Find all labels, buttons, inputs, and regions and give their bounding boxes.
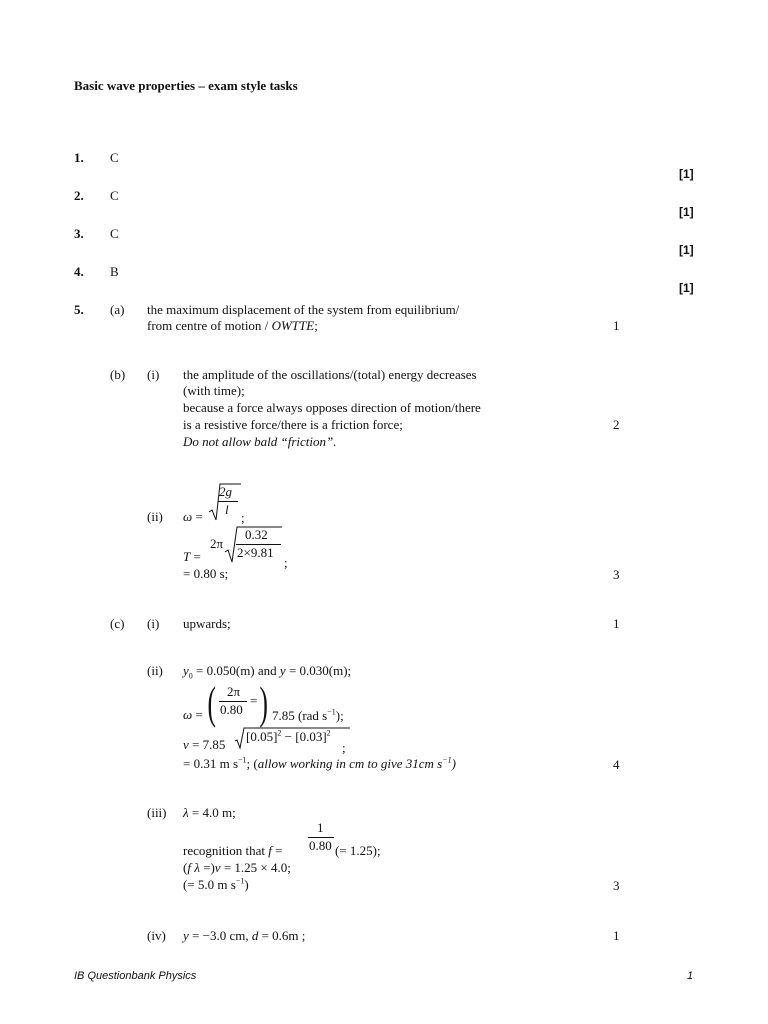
- result: = 0.80 s;: [183, 566, 229, 581]
- marking-note: Do not allow bald “friction”.: [183, 434, 337, 449]
- fraction-numerator: 0.32: [245, 527, 268, 542]
- question-number: 4.: [74, 264, 84, 279]
- mark: 1: [613, 928, 620, 943]
- mark: [1]: [679, 281, 694, 295]
- fraction-denominator: 0.80: [220, 702, 243, 717]
- answer: C: [110, 150, 119, 165]
- mark: [1]: [679, 205, 694, 219]
- equation-omega: ω =: [183, 707, 203, 722]
- answer-line: the amplitude of the oscillations/(total) energy decreases: [183, 367, 477, 382]
- part-label: (a): [110, 302, 125, 317]
- radicand: $[0.05]^2 - [0.03]^2$: [246, 728, 331, 744]
- answer-line: y = −3.0 cm, d = 0.6m ;: [183, 928, 306, 943]
- equation-omega: ω =: [183, 509, 203, 524]
- semicolon: ;: [284, 555, 288, 570]
- page-title: Basic wave properties – exam style tasks: [74, 78, 298, 93]
- mark: 2: [613, 417, 620, 432]
- fraction-numerator: 2g: [219, 484, 232, 499]
- right-bracket: ): [259, 677, 268, 728]
- two-pi: 2π: [227, 684, 241, 699]
- mark: [1]: [679, 243, 694, 257]
- two-pi: 2π: [210, 536, 224, 551]
- mark: 1: [613, 616, 620, 631]
- answer-line: upwards;: [183, 616, 231, 631]
- answer-line: recognition that f =: [183, 843, 283, 858]
- semicolon: ;: [241, 510, 245, 525]
- mark: 3: [613, 878, 620, 893]
- question-number: 1.: [74, 150, 84, 165]
- answer-line: λ = 4.0 m;: [183, 805, 236, 820]
- answer-line: (with time);: [183, 383, 245, 398]
- answer-line: from centre of motion / OWTTE;: [147, 318, 318, 333]
- subpart-label: (ii): [147, 509, 163, 524]
- answer: C: [110, 188, 119, 203]
- answer-line: the maximum displacement of the system from equilibrium/: [147, 302, 460, 317]
- equation-period: T =: [183, 549, 201, 564]
- fraction-denominator: l: [225, 502, 229, 517]
- fraction-denominator: 0.80: [309, 838, 332, 853]
- answer: B: [110, 264, 119, 279]
- subpart-label: (iv): [147, 928, 166, 943]
- semicolon: ;: [342, 740, 346, 755]
- result: = 0.31 m $s^{-1}$; (allow working in cm to give 31cm $s^{-1}$): [183, 755, 456, 771]
- question-number: 2.: [74, 188, 84, 203]
- page-number: 1: [687, 970, 694, 982]
- question-number: 3.: [74, 226, 84, 241]
- part-label: (c): [110, 616, 125, 631]
- answer-line: (= 1.25);: [335, 843, 381, 858]
- result: (= 5.0 m $s^{-1}$): [183, 876, 249, 892]
- left-bracket: (: [207, 677, 216, 728]
- omega-value: 7.85 (rad $s^{-1}$);: [272, 707, 344, 723]
- mark: 3: [613, 567, 620, 582]
- equals: =: [250, 693, 258, 708]
- subpart-label: (i): [147, 367, 160, 382]
- answer: C: [110, 226, 119, 241]
- subpart-label: (iii): [147, 805, 167, 820]
- mark: 1: [613, 318, 620, 333]
- answer-line: $y_0 = 0.050(m)$ and y = 0.030(m);: [183, 663, 352, 681]
- subpart-label: (ii): [147, 663, 163, 678]
- equation-velocity: v = 7.85: [183, 737, 226, 752]
- subpart-label: (i): [147, 616, 160, 631]
- question-number: 5.: [74, 302, 84, 317]
- fraction-numerator: 1: [317, 820, 324, 835]
- fraction-denominator: 2×9.81: [237, 545, 274, 560]
- mark: 4: [613, 757, 620, 772]
- answer-line: because a force always opposes direction of motion/there: [183, 400, 481, 415]
- answer-line: (f λ =)v = 1.25 × 4.0;: [183, 860, 291, 875]
- mark: [1]: [679, 167, 694, 181]
- part-label: (b): [110, 367, 126, 382]
- answer-line: is a resistive force/there is a friction force;: [183, 417, 403, 432]
- footer-source: IB Questionbank Physics: [74, 970, 197, 982]
